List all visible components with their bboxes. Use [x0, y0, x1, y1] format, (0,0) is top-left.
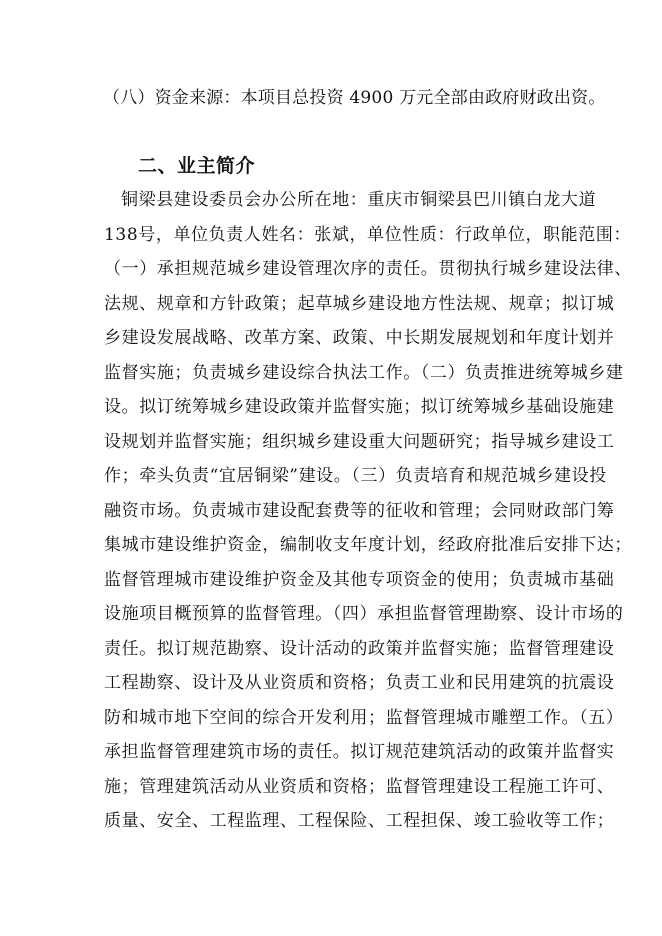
body-line: 承担监督管理建筑市场的责任。拟订规范建筑活动的政策并监督实 [104, 742, 615, 762]
body-line: 监督管理城市建设维护资金及其他专项资金的使用；负责城市基础 [104, 569, 615, 590]
body-line: 监督实施；负责城乡建设综合执法工作。（二）负责推进统筹城乡建 [104, 362, 624, 383]
body-line: 设。拟订统筹城乡建设政策并监督实施；拟订统筹城乡基础设施建 [104, 397, 615, 417]
section-heading: 二、业主简介 [138, 155, 256, 177]
body-line: 设规划并监督实施；组织城乡建设重大问题研究；指导城乡建设工 [104, 431, 615, 452]
body-line: 法规、规章和方针政策；起草城乡建设地方性法规、规章；拟订城 [104, 293, 615, 314]
body-line: 设施项目概预算的监督管理。（四）承担监督管理勘察、设计市场的 [104, 604, 624, 624]
body-line: （一）承担规范城乡建设管理次序的责任。贯彻执行城乡建设法律、 [104, 259, 632, 279]
body-line: 融资市场。负责城市建设配套费等的征收和管理；会同财政部门筹 [104, 500, 615, 521]
body-line: 防和城市地下空间的综合开发利用；监督管理城市雕塑工作。（五） [104, 707, 624, 728]
body-line: 工程勘察、设计及从业资质和资格；负责工业和民用建筑的抗震设 [104, 673, 615, 693]
body-line: 施；管理建筑活动从业资质和资格；监督管理建设工程施工许可、 [104, 776, 615, 797]
body-line: 集城市建设维护资金，编制收支年度计划，经政府批准后安排下达； [104, 535, 632, 555]
body-line: 138号，单位负责人姓名：张斌，单位性质：行政单位，职能范围： [104, 224, 632, 245]
body-line: 责任。拟订规范勘察、设计活动的政策并监督实施；监督管理建设 [104, 638, 615, 659]
owner-introduction-body [104, 187, 632, 843]
body-line: 铜梁县建设委员会办公所在地：重庆市铜梁县巴川镇白龙大道 [121, 190, 597, 210]
funding-source-paragraph: （八）资金来源：本项目总投资 4900 万元全部由政府财政出资。 [103, 88, 606, 108]
body-line: 乡建设发展战略、改革方案、政策、中长期发展规划和年度计划并 [104, 328, 615, 348]
body-line: 质量、安全、工程监理、工程保险、工程担保、竣工验收等工作； [104, 811, 615, 831]
body-line: 作；牵头负责“宜居铜梁”建设。（三）负责培育和规范城乡建设投 [104, 466, 607, 486]
